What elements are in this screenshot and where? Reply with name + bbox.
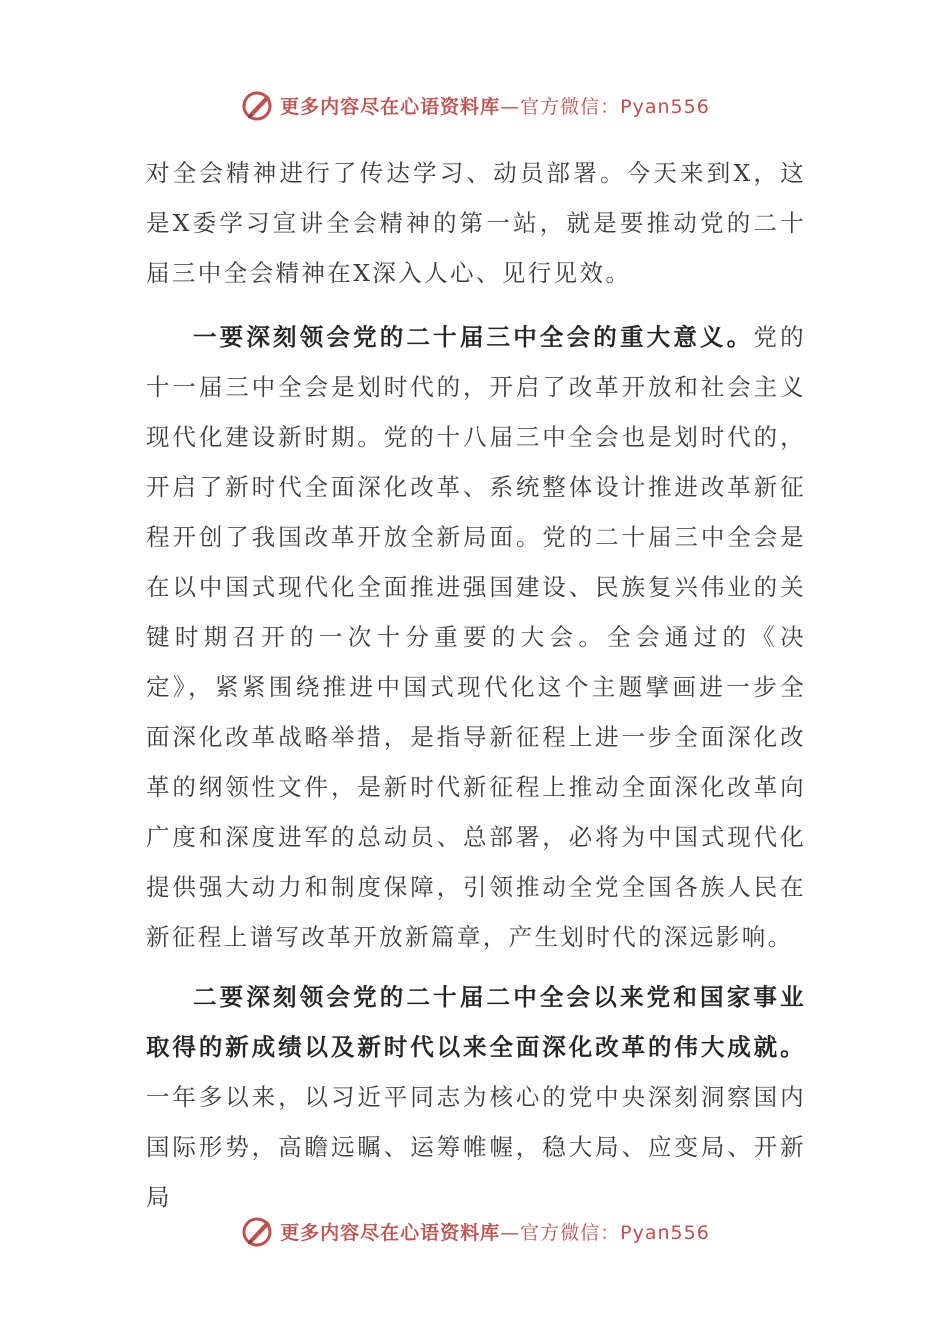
paragraph-text: 一年多以来，以习近平同志为核心的党中央深刻洞察国内国际形势，高瞻远瞩、运筹帷幄，稳大局、应变局、开新局 (146, 1083, 806, 1211)
watermark-text (280, 1218, 710, 1245)
watermark-text (280, 92, 710, 119)
paragraph-lead: 一要深刻领会党的二十届三中全会的重大意义。 (193, 323, 754, 351)
watermark-text-bold: 更多内容尽在心语资料库 (280, 95, 501, 118)
document-body (146, 148, 806, 1232)
paragraph-text: 党的十一届三中全会是划时代的，开启了改革开放和社会主义现代化建设新时期。党的十八届三中全会也是划时代的，开启了新时代全面深化改革、系统整体设计推进改革新征程开创了我国改革开放全新局面。党的二十届三中全会是在以中国式现代化全面推进强国建设、民族复兴伟业的关键时期召开的一次十分重要的大会。全会通过的《决定》，紧紧围绕推进中国式现代化这个主题擘画进一步全面深化改革战略举措，是指导新征程上进一步全面深化改革的纲领性文件，是新时代新征程上推动全面深化改革向广度和深度进军的总动员、总部署，必将为中国式现代化提供强大动力和制度保障，引领推动全党全国各族人民在新征程上谱写改革开放新篇章，产生划时代的深远影响。 (146, 323, 806, 951)
watermark-text-bold: 更多内容尽在心语资料库 (280, 1221, 501, 1244)
watermark-text-rest: —官方微信：Pyan556 (500, 95, 710, 118)
pen-in-circle-icon (240, 1213, 276, 1249)
paragraph-point-two (146, 972, 806, 1222)
footer-watermark (0, 1209, 950, 1253)
watermark-text-rest: —官方微信：Pyan556 (500, 1221, 710, 1244)
paragraph-lead: 二要深刻领会党的二十届二中全会以来党和国家事业取得的新成绩以及新时代以来全面深化改革的伟大成就。 (146, 983, 806, 1061)
paragraph-text: 对全会精神进行了传达学习、动员部署。今天来到X，这是X委学习宣讲全会精神的第一站，就是要推动党的二十届三中全会精神在X深入人心、见行见效。 (146, 159, 806, 287)
paragraph-point-one (146, 312, 806, 962)
paragraph-continuation (146, 148, 806, 298)
header-watermark (0, 83, 950, 127)
pen-in-circle-icon (240, 87, 276, 123)
